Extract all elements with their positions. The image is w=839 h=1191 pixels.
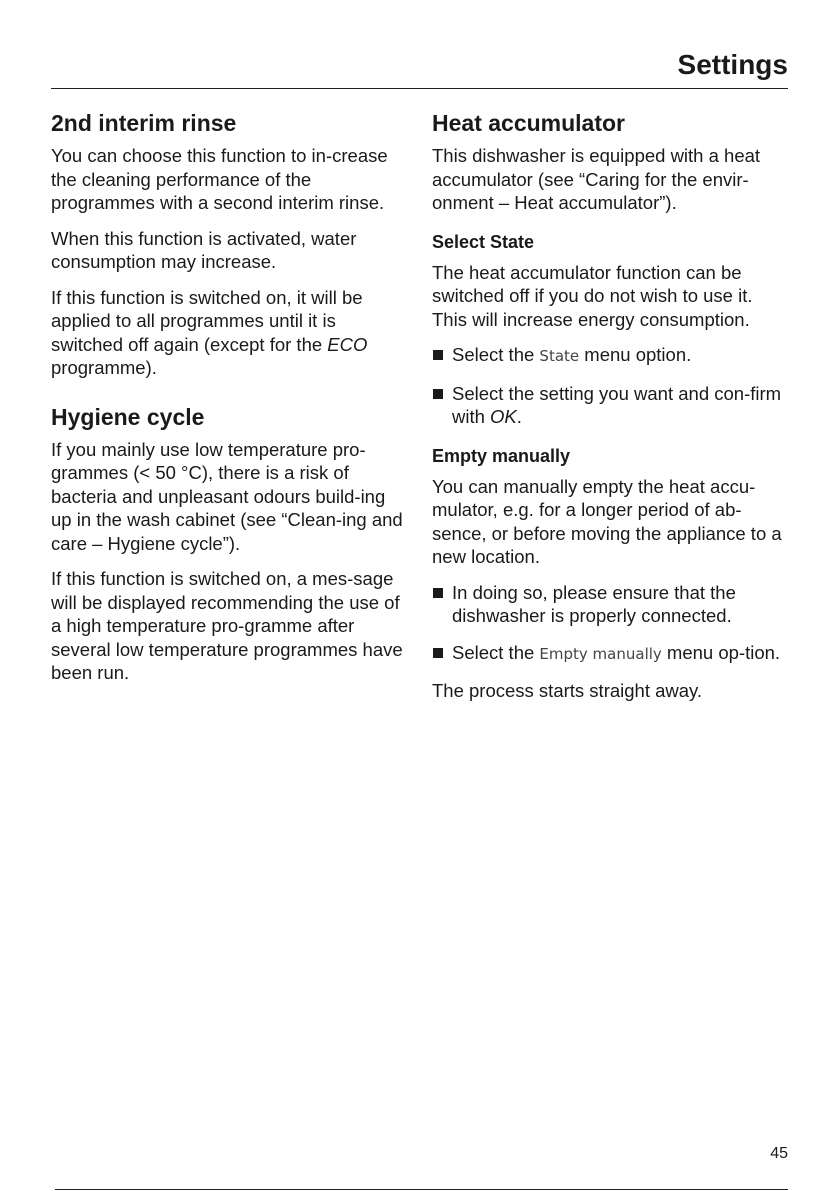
text-run: Select the [452,344,540,365]
menu-option-label: Empty manually [539,644,662,663]
subsection-heading: Select State [432,231,535,252]
section-heat-accumulator [432,106,790,703]
paragraph: If you mainly use low temperature pro-grammes (< 50 °C), there is a risk of bacteria and unpleasant odours build-ing up in the wash cabinet (see “Clean-ing and care – Hygiene cycle”). [51,438,403,554]
paragraph: The process starts straight away. [432,680,703,701]
paragraph: This dishwasher is equipped with a heat accumulator (see “Caring for the envir-onment – Heat accumulator”). [432,145,761,213]
text-run: menu op-tion. [661,641,781,663]
section-hygiene-cycle [51,400,409,685]
page-number: 45 [770,1145,788,1162]
header-divider [51,88,788,89]
subsection-select-state [432,229,790,429]
text-run: Select the setting you want and con-firm with [452,382,782,427]
subsection-heading: Empty manually [432,445,571,466]
paragraph: If this function is switched on, a mes-sage will be displayed recommending the use of a high temperature pro-gramme after several low temperature programmes have been run. [51,568,403,683]
text-run: In doing so, please ensure that the dishwasher is properly connected. [452,581,736,626]
paragraph: You can choose this function to in-crease the cleaning performance of the programmes with a second interim rinse. [51,145,388,213]
button-name: OK [490,406,517,427]
list-item [432,382,790,429]
text-run: . [516,406,522,427]
text-run: Select the [452,641,540,663]
footer-divider [55,1189,788,1190]
list-item [432,343,790,369]
text-run: menu option. [579,344,692,365]
paragraph: You can manually empty the heat accu-mulator, e.g. for a longer period of ab-sence, or before moving the appliance to a new location. [432,475,782,567]
paragraph: The heat accumulator function can be switched off if you do not wish to use it. This will increase energy consumption. [432,261,753,330]
list-item [432,581,790,628]
subsection-empty-manually [432,443,790,703]
paragraph: When this function is activated, water consumption may increase. [51,227,357,272]
section-heading: Heat accumulator [432,110,626,136]
menu-option-label: State [539,347,580,365]
left-column [51,106,409,697]
right-column [432,106,790,715]
bullet-square-icon [433,389,443,399]
text-run: programme). [51,357,157,378]
section-heading: Hygiene cycle [51,403,205,430]
paragraph [51,286,409,380]
list-item [432,641,790,667]
section-heading: 2nd interim rinse [51,110,237,136]
text-run: If this function is switched on, it will be applied to all programmes until it is switched off again (except for the [51,286,363,355]
bullet-square-icon [433,350,443,360]
page-title: Settings [677,49,788,80]
bullet-square-icon [433,648,443,658]
section-2nd-interim-rinse [51,106,409,380]
bullet-square-icon [433,588,443,598]
programme-name: ECO [327,333,368,355]
